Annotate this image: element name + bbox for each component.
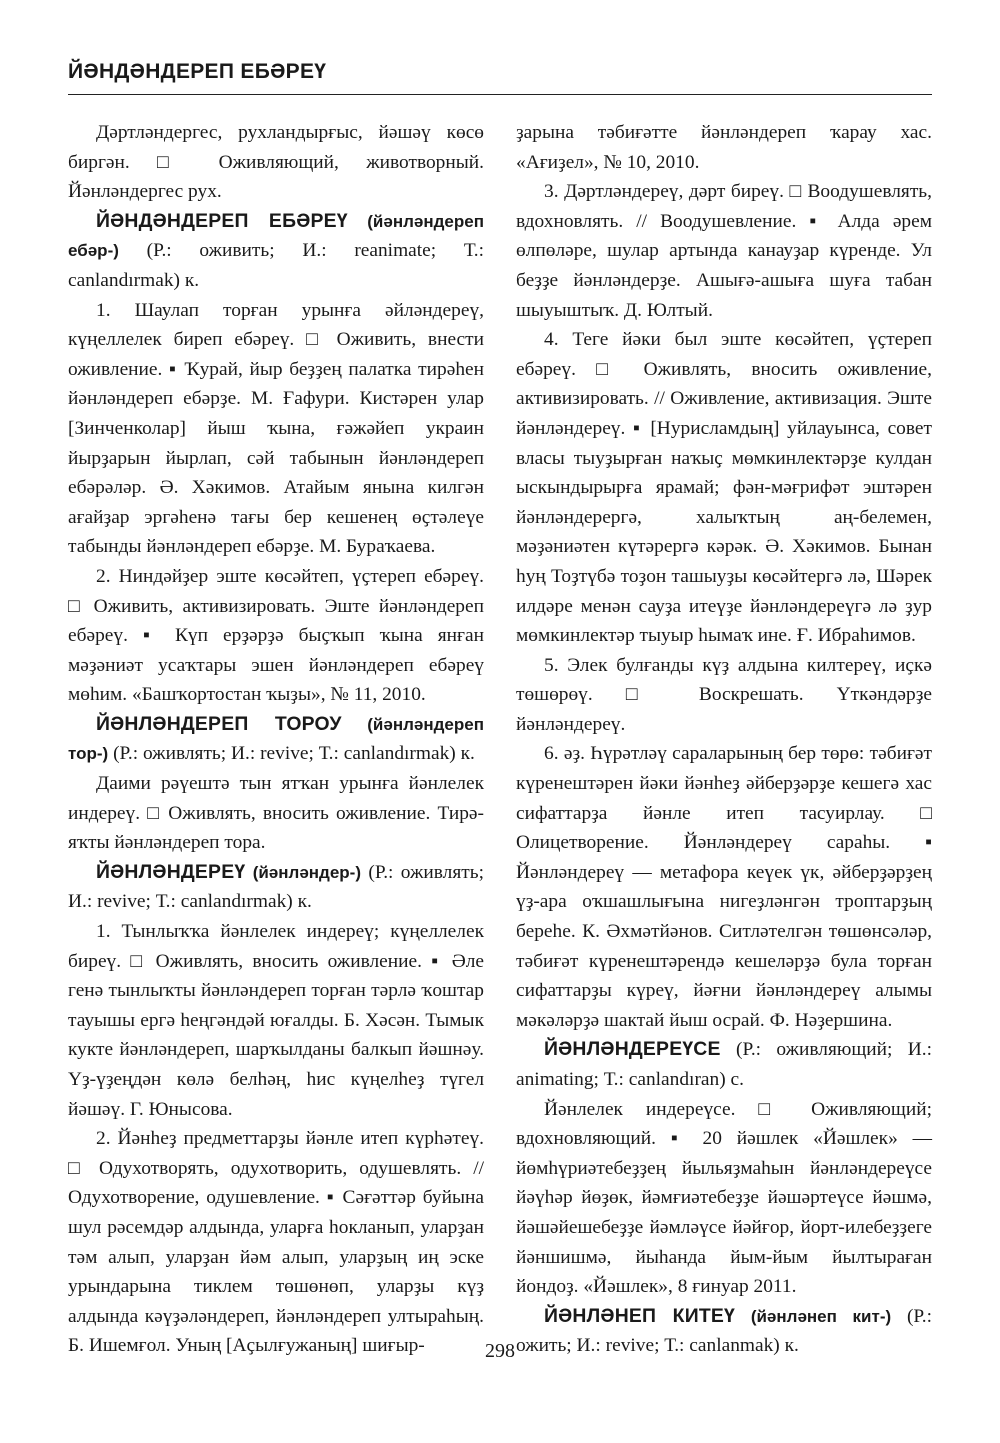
entry-yanlandirep-torou bbox=[68, 710, 484, 769]
entry-yandandirep-ebareu bbox=[68, 207, 484, 296]
entry-yanlandireu bbox=[68, 858, 484, 917]
running-head: ЙӘНДӘНДЕРЕП ЕБӘРЕҮ bbox=[68, 60, 327, 83]
entry-continuation: ҙарына тәбиғәтте йәнләндереп ҡарау хас. «Ағиҙел», № 10, 2010. bbox=[516, 122, 932, 173]
translations: (Р.: оживить; И.: reanimate; Т.: canlandırmak) к. bbox=[68, 240, 484, 291]
headword: ЙӘНЛӘНЕП КИТЕҮ bbox=[544, 1304, 736, 1327]
headword-form: (йәнләндереп ебәр-) bbox=[68, 211, 484, 261]
entry-continuation: Дәртләндергес, рухландырғыс, йәшәү көсө биргән. □ Оживляющий, животворный. Йәнләндергес рух. bbox=[68, 122, 484, 203]
page-number: 298 bbox=[485, 1340, 515, 1362]
translations: (Р.: ожить; И.: revive; Т.: canlanmak) к. bbox=[516, 1305, 932, 1357]
sense-2: 2. Ниндәйҙер эште көсәйтеп, үҫтереп ебәреү. □ Оживить, активизировать. Эште йәнләндереп ебәреү. ▪ Күп ерҙәрҙә быҫҡып ҡына янған мәҙәниәт усаҡтары эшен йәнләндереп ебәреү мөһим. «Башҡортостан ҡыҙы», № 11, 2010. bbox=[68, 565, 484, 706]
headword: ЙӘНЛӘНДЕРЕҮСЕ bbox=[544, 1038, 721, 1061]
headword: ЙӘНЛӘНДЕРЕҮ bbox=[96, 860, 246, 883]
sense-1: 1. Тынлыҡҡа йәнлелек индереү; күңеллелек биреү. □ Оживлять, вносить оживление. ▪ Әле генә тынлыҡты йәнләндереп торған тәрлә ҡоштар тауышы ергә һеңгәндәй юғалды. Б. Хәсән. Тымык кукте йәнләндереп, шарҡылданы балкып йәшнәу. Үҙ-үҙеңдән көлә белһәң, һис күңелһеҙ түгел йәшәү. Г. Юнысова. bbox=[68, 921, 484, 1120]
headword-form: (йәнләндер-) bbox=[252, 862, 361, 882]
header-rule bbox=[68, 94, 932, 95]
headword-form: (йәнләндереп тор-) bbox=[68, 714, 484, 764]
sense-6: 6. әҙ. Һүрәтләү сараларының бер төрө: тәбиғәт күренештәрен йәки йәнһеҙ әйберҙәрҙе кешегә хас сифаттарҙа йәнле итеп тасуирлау. □ Олицетворение. Йәнләндереү сараһы. ▪ Йәнләндереү — метафора кеүек үк, әйберҙәрҙең үҙ-ара оҡшашлығына нигеҙләнгән троптарҙың береһе. К. Әхмәтйәнов. Ситләтелгән төшөнсәләр, тәбиғәт күренештәрендә кешеләрҙә була торған сифаттарҙы күреү, йәғни йәнләндереү алымы мәкәләрҙә шактай йыш осрай. Ф. Нәҙершина. bbox=[516, 743, 932, 1031]
right-column bbox=[516, 118, 932, 1361]
translations: (Р.: оживляющий; И.: animating; Т.: canlandıran) с. bbox=[516, 1039, 932, 1090]
translations: (Р.: оживлять; И.: revive; Т.: canlandırmak) к. bbox=[113, 743, 475, 765]
headword-form: (йәнләнеп кит-) bbox=[750, 1306, 892, 1326]
sense-4: 4. Теге йәки был эште көсәйтеп, үҫтереп ебәреү. □ Оживлять, вносить оживление, активизировать. // Оживление, активизация. Эште йәнләндереү. ▪ [Нурисламдың] уйлауынса, совет власы тыуҙырған наҡыҫ мөмкинлектәрҙе кулдан ыскындырырға ярамай; фән-мәғрифәт эштәрен йәнләндерергә, халыҡтың аң-белемен, мәҙәниәтен күтәрергә кәрәк. Ә. Хәкимов. Бынан һуң Тоҙтүбә тоҙон ташыуҙы көсәйтергә лә, Шәрек илдәре менән сауҙа итеүҙе йәнләндереүгә лә ҙур мөмкинлектәр тыуыр һымаҡ ине. Ғ. Ибраһимов. bbox=[516, 329, 932, 647]
definition: Даими рәүештә тын ятҡан урынға йәнлелек индереү. □ Оживлять, вносить оживление. Тирә-яҡты йәнләндереп тора. bbox=[68, 773, 484, 854]
definition: Йәнлелек индереүсе. □ Оживляющий; вдохновляющий. ▪ 20 йәшлек «Йәшлек» — йөмһүриәтебеҙҙең йыльяҙмаһын йәнләндереүсе йәүһәр йөҙөк, йәмғиәтебеҙҙе йәшәртеүсе йәшмә, йәшәйешебеҙҙе йәмләүсе йәйғор, йорт-илебеҙҙеге йәншишмә, йыһанда йым-йым йылтыраған йондоҙ. «Йәшлек», 8 ғинуар 2011. bbox=[516, 1098, 932, 1298]
sense-5: 5. Элек булғанды күҙ алдына килтереү, иҫкә төшөрөү. □ Воскрешать. Үткәндәрҙе йәнләндереү. bbox=[516, 654, 932, 735]
headword: ЙӘНЛӘНДЕРЕП ТОРОУ bbox=[96, 712, 342, 735]
sense-1: 1. Шаулап торған урынға әйләндереү, күңеллелек биреп ебәреү. □ Оживить, внести оживление. ▪ Ҡурай, йыр беҙҙең палатка тирәһен йәнләндереп ебәрҙе. М. Ғафури. Кистәрен улар [Зинченколар] йыш ҡына, ғәжәйеп украин йырҙарын йырлап, сәй табынын йәнләндереп ебәрәләр. Ә. Хәкимов. Атайым янына килгән ағайҙар эргәһенә тағы бер кешенең өҫтәлеүе табынды йәнләндереп ебәрҙе. М. Бураҡаева. bbox=[68, 299, 484, 558]
entry-yanlandireuse bbox=[516, 1035, 932, 1094]
translations: (Р.: оживлять; И.: revive; Т.: canlandırmak) к. bbox=[68, 861, 484, 913]
sense-3: 3. Дәртләндереү, дәрт биреү. □ Воодушевлять, вдохновлять. // Воодушевление. ▪ Алда әрем өлпөләре, шулар артында канауҙар күренде. Ул беҙҙе йәнләндерҙе. Ашығә-ашыға шуға табан шыуыштыҡ. Д. Юлтый. bbox=[516, 181, 932, 321]
sense-2: 2. Йәнһеҙ предметтарҙы йәнле итеп күрһәтеү. □ Одухотворять, одухотворить, одушевлять. // Одухотворение, одушевление. ▪ Сәғәттәр буйына шул рәсемдәр алдында, уларға һокланып, уларҙан тәм алып, уларҙан йәм алып, уларҙың иң эске урындарына тиклем төшөнөп, уларҙы күҙ алдында кәүҙәләндереп, йәнләндереп ултыраһың. Б. Ишемғол. Уның [Аҫылғужаның] шиғыр- bbox=[68, 1128, 484, 1357]
left-column bbox=[68, 118, 484, 1361]
headword: ЙӘНДӘНДЕРЕП ЕБӘРЕҮ bbox=[96, 209, 348, 232]
